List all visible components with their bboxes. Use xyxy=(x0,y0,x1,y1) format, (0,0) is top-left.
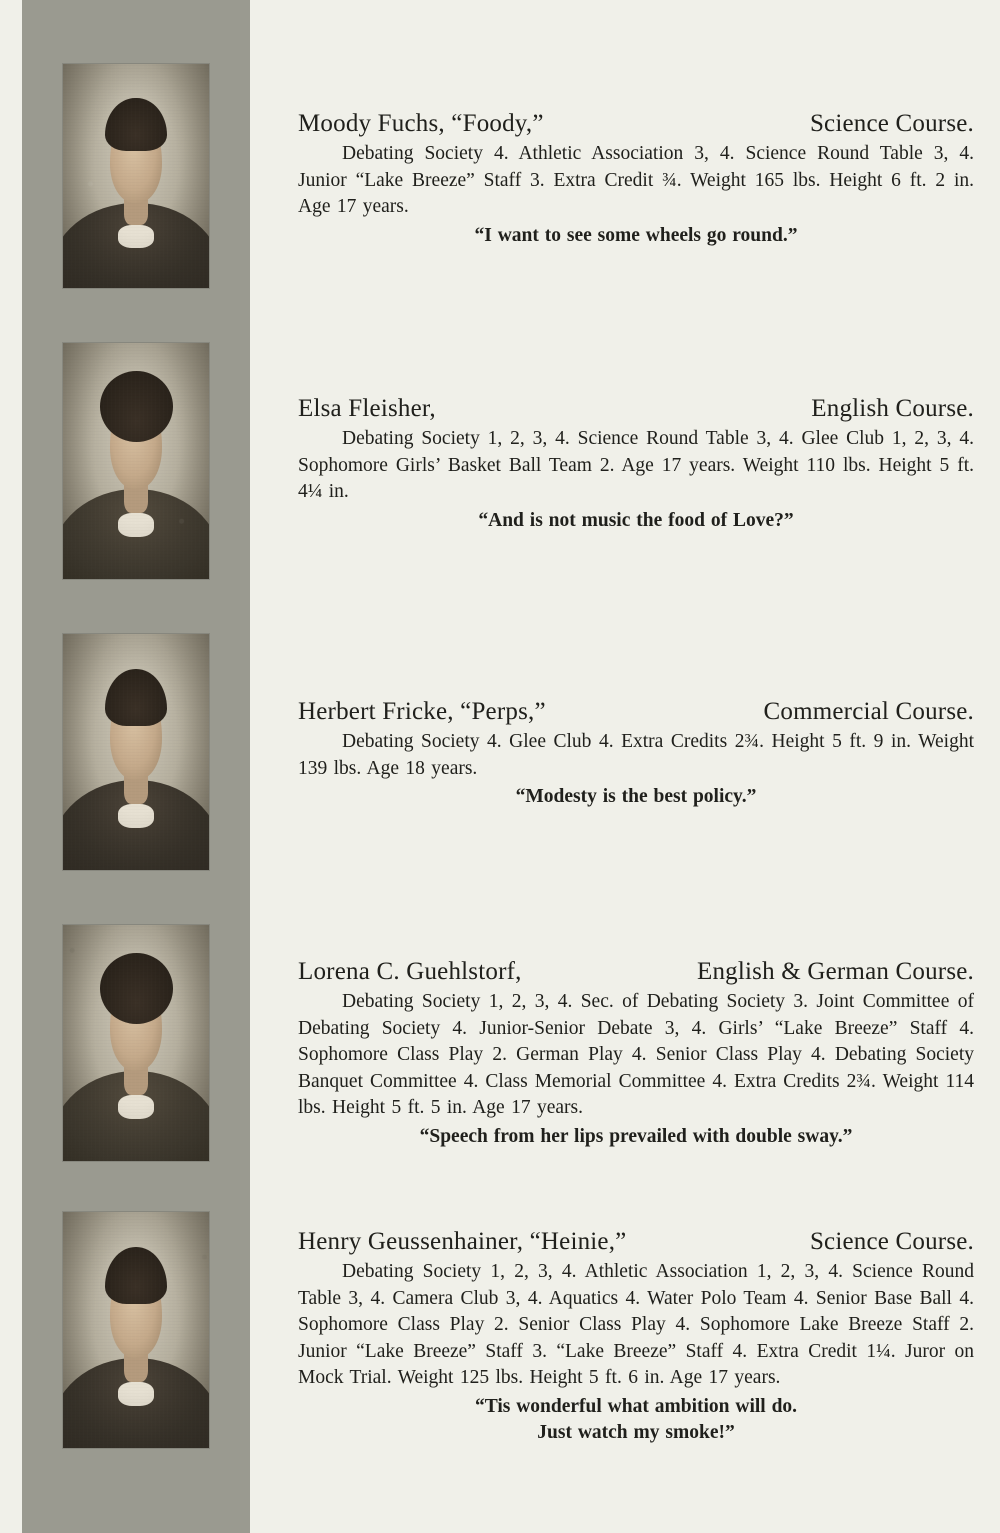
student-quote xyxy=(298,1394,974,1447)
student-name: Henry Geussenhainer, “Heinie,” xyxy=(298,1228,627,1255)
student-course: English & German Course. xyxy=(697,958,974,985)
student-name: Moody Fuchs, “Foody,” xyxy=(298,110,544,137)
student-entry xyxy=(298,110,974,249)
student-entry xyxy=(298,1228,974,1447)
portrait-photo-1 xyxy=(63,343,209,579)
student-activities xyxy=(298,141,974,221)
entry-header xyxy=(298,110,974,138)
student-course: Commercial Course. xyxy=(763,698,974,725)
student-name: Herbert Fricke, “Perps,” xyxy=(298,698,546,725)
entries-column xyxy=(298,0,974,1533)
quote-line-1: “I want to see some wheels go round.” xyxy=(474,224,798,246)
student-activities xyxy=(298,426,974,506)
entry-header xyxy=(298,1228,974,1256)
entry-header xyxy=(298,395,974,423)
student-course: Science Course. xyxy=(809,110,974,137)
entry-header xyxy=(298,698,974,726)
student-quote xyxy=(298,1124,974,1151)
quote-line-1: “Modesty is the best policy.” xyxy=(515,786,757,808)
student-activities xyxy=(298,989,974,1122)
student-quote xyxy=(298,508,974,535)
student-quote xyxy=(298,223,974,250)
student-entry xyxy=(298,395,974,534)
student-entry xyxy=(298,958,974,1150)
activities-text: Debating Society 4. Glee Club 4. Extra Credits 2¾. Height 5 ft. 9 in. Weight 139 lbs. Age 18 years. xyxy=(298,731,974,779)
student-name: Lorena C. Guehlstorf, xyxy=(298,958,522,985)
student-activities xyxy=(298,1259,974,1392)
quote-line-2: Just watch my smoke!” xyxy=(537,1422,735,1444)
portrait-photo-4 xyxy=(63,1212,209,1448)
student-name: Elsa Fleisher, xyxy=(298,395,436,422)
student-entry xyxy=(298,698,974,811)
student-course: English Course. xyxy=(811,395,974,422)
activities-text: Debating Society 4. Athletic Association 3, 4. Science Round Table 3, 4. Junior “Lake Breeze” Staff 3. Extra Credit ¾. Weight 165 lbs. Height 6 ft. 2 in. Age 17 years. xyxy=(298,143,974,218)
student-course: Science Course. xyxy=(809,1228,974,1255)
quote-line-1: “Tis wonderful what ambition will do. xyxy=(474,1395,798,1417)
portrait-photo-2 xyxy=(63,634,209,870)
activities-text: Debating Society 1, 2, 3, 4. Athletic Association 1, 2, 3, 4. Science Round Table 3, 4. Camera Club 3, 4. Aquatics 4. Water Polo Team 4. Senior Base Ball 4. Sophomore Class Play 2. Senior Class Play 4. Sophomore Lake Breeze Staff 2. Junior “Lake Breeze” Staff 3. “Lake Breeze” Staff 4. Extra Credit 1¼. Juror on Mock Trial. Weight 125 lbs. Height 5 ft. 6 in. Age 17 years. xyxy=(298,1261,974,1389)
quote-line-1: “And is not music the food of Love?” xyxy=(478,509,794,531)
activities-text: Debating Society 1, 2, 3, 4. Science Round Table 3, 4. Glee Club 1, 2, 3, 4. Sophomore Girls’ Basket Ball Team 2. Age 17 years. Weight 110 lbs. Height 5 ft. 4¼ in. xyxy=(298,428,974,503)
student-activities xyxy=(298,729,974,782)
portrait-photo-3 xyxy=(63,925,209,1161)
student-quote xyxy=(298,784,974,811)
quote-line-1: “Speech from her lips prevailed with double sway.” xyxy=(419,1125,853,1147)
portrait-photo-0 xyxy=(63,64,209,288)
portrait-column xyxy=(22,0,250,1533)
activities-text: Debating Society 1, 2, 3, 4. Sec. of Debating Society 3. Joint Committee of Debating Society 4. Junior-Senior Debate 3, 4. Girls’ “Lake Breeze” Staff 4. Sophomore Class Play 2. German Play 4. Senior Class Play 4. Debating Society Banquet Committee 4. Class Memorial Committee 4. Extra Credits 2¾. Weight 114 lbs. Height 5 ft. 5 in. Age 17 years. xyxy=(298,991,974,1119)
entry-header xyxy=(298,958,974,986)
